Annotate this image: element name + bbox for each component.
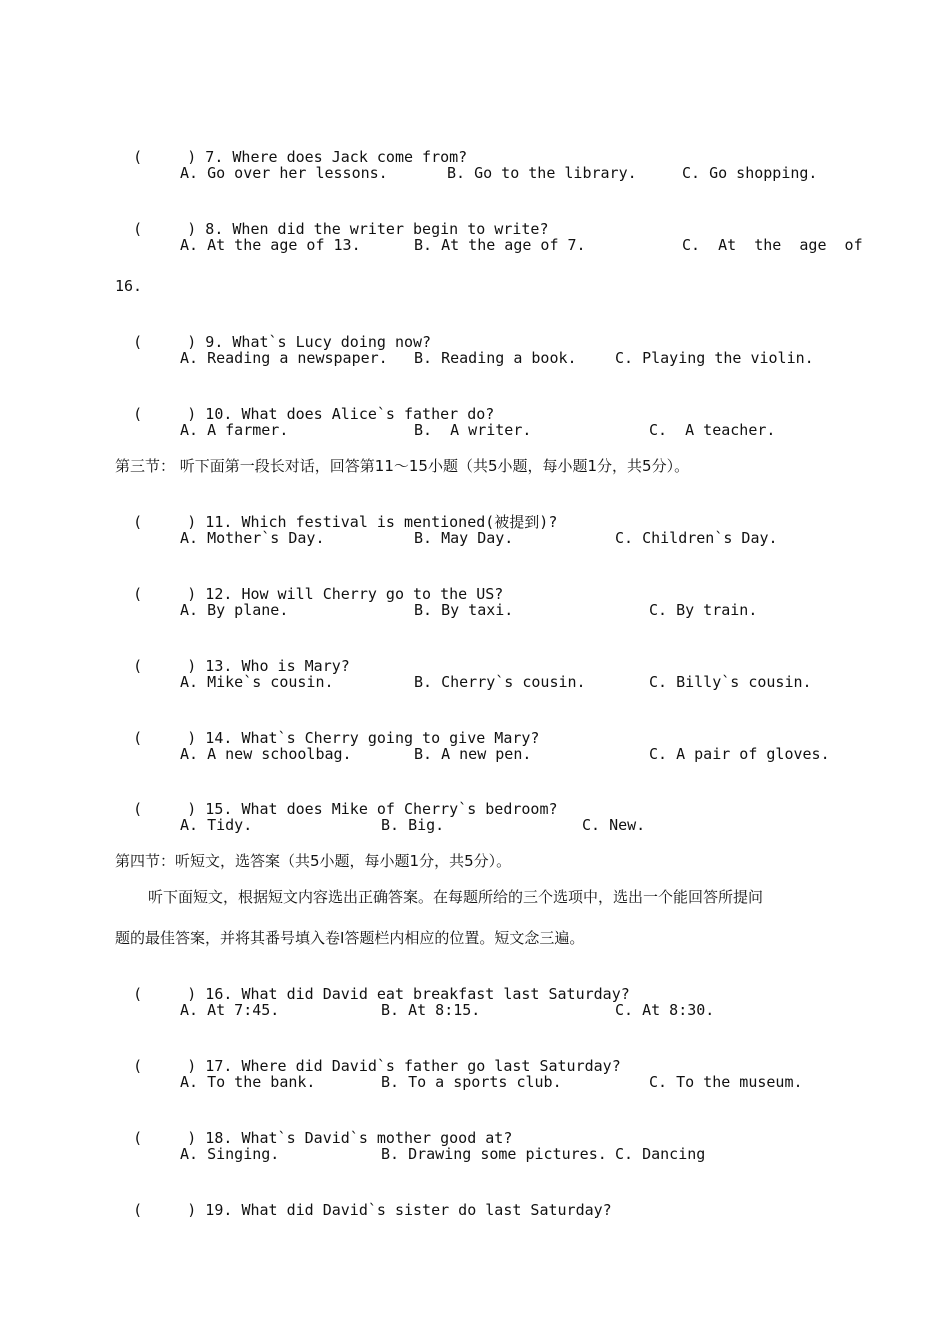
option-a: A. A farmer.	[180, 421, 289, 439]
option-a: A. Reading a newspaper.	[180, 349, 388, 367]
question-18	[115, 1108, 512, 1148]
option-a: A. Mother`s Day.	[180, 529, 325, 547]
question-text: What`s Lucy doing now?	[232, 333, 432, 351]
question-prefix: ( ) 8.	[133, 220, 224, 238]
option-b: B. Drawing some pictures.	[381, 1145, 607, 1163]
option-a: A. Go over her lessons.	[180, 164, 388, 182]
option-c: C. At 8:30.	[615, 1001, 715, 1019]
question-prefix: ( ) 17.	[133, 1057, 233, 1075]
option-b: B. A new pen.	[414, 745, 532, 763]
option-a: A. Tidy.	[180, 816, 253, 834]
question-prefix: ( ) 19.	[133, 1201, 233, 1219]
question-7	[115, 127, 467, 167]
option-c: C. Billy`s cousin.	[649, 673, 812, 691]
option-a: A. By plane.	[180, 601, 289, 619]
option-b: B. May Day.	[414, 529, 514, 547]
option-b: B. At 8:15.	[381, 1001, 481, 1019]
option-c: C. Dancing	[615, 1145, 706, 1163]
question-prefix: ( ) 7.	[133, 148, 224, 166]
option-c: C. To the museum.	[649, 1073, 803, 1091]
question-prefix: ( ) 14.	[133, 729, 233, 747]
question-17	[115, 1036, 621, 1076]
section-4-instruction: 听下面短文，根据短文内容选出正确答案。在每题所给的三个选项中，选出一个能回答所提问	[148, 888, 764, 906]
question-text: What`s Cherry going to give Mary?	[241, 729, 540, 747]
option-a: A. At 7:45.	[180, 1001, 280, 1019]
option-a: A. At the age of 13.	[180, 236, 361, 254]
option-c: C. At the age of	[682, 236, 863, 254]
option-c: C. New.	[582, 816, 646, 834]
question-text: Who is Mary?	[241, 657, 350, 675]
option-c: C. A teacher.	[649, 421, 776, 439]
option-b: B. At the age of 7.	[414, 236, 586, 254]
option-b: B. Go to the library.	[447, 164, 637, 182]
question-19	[115, 1180, 612, 1220]
question-text: How will Cherry go to the US?	[241, 585, 504, 603]
section-4-heading: 第四节：听短文，选答案（共5小题，每小题1分，共5分）。	[115, 852, 512, 870]
question-15	[115, 779, 558, 819]
option-c: C. Children`s Day.	[615, 529, 778, 547]
question-16	[115, 964, 630, 1004]
option-b: B. Big.	[381, 816, 445, 834]
question-11	[115, 492, 557, 532]
question-text: What`s David`s mother good at?	[241, 1129, 513, 1147]
option-c: C. By train.	[649, 601, 758, 619]
question-text: What does Alice`s father do?	[241, 405, 495, 423]
question-9	[115, 312, 431, 352]
option-b: B. To a sports club.	[381, 1073, 562, 1091]
question-text: Which festival is mentioned(被提到)?	[241, 513, 558, 531]
question-prefix: ( ) 15.	[133, 800, 233, 818]
question-10	[115, 384, 494, 424]
question-prefix: ( ) 10.	[133, 405, 233, 423]
option-a: A. To the bank.	[180, 1073, 316, 1091]
option-b: B. Reading a book.	[414, 349, 577, 367]
option-a: A. Singing.	[180, 1145, 280, 1163]
question-text: What did David eat breakfast last Saturday?	[241, 985, 630, 1003]
question-prefix: ( ) 9.	[133, 333, 224, 351]
option-b: B. Cherry`s cousin.	[414, 673, 586, 691]
option-c: C. A pair of gloves.	[649, 745, 830, 763]
option-a: A. A new schoolbag.	[180, 745, 352, 763]
option-b: B. By taxi.	[414, 601, 514, 619]
option-b: B. A writer.	[414, 421, 532, 439]
question-prefix: ( ) 12.	[133, 585, 233, 603]
question-text: When did the writer begin to write?	[232, 220, 549, 238]
question-8	[115, 199, 548, 239]
question-13	[115, 636, 350, 676]
option-c: C. Playing the violin.	[615, 349, 814, 367]
question-text: What did David`s sister do last Saturday?	[241, 1201, 612, 1219]
question-12	[115, 564, 503, 604]
question-text: Where did David`s father go last Saturday?	[241, 1057, 621, 1075]
question-text: Where does Jack come from?	[232, 148, 468, 166]
question-text: What does Mike of Cherry`s bedroom?	[241, 800, 558, 818]
section-4-instruction: 题的最佳答案，并将其番号填入卷Ⅰ答题栏内相应的位置。短文念三遍。	[115, 929, 585, 947]
question-prefix: ( ) 16.	[133, 985, 233, 1003]
option-c: C. Go shopping.	[682, 164, 818, 182]
question-prefix: ( ) 11.	[133, 513, 233, 531]
option-c-wrap: 16.	[115, 277, 143, 295]
question-14	[115, 708, 539, 748]
question-prefix: ( ) 13.	[133, 657, 233, 675]
section-3-heading: 第三节： 听下面第一段长对话，回答第11～15小题（共5小题，每小题1分，共5分）。	[115, 457, 690, 475]
option-a: A. Mike`s cousin.	[180, 673, 334, 691]
question-prefix: ( ) 18.	[133, 1129, 233, 1147]
